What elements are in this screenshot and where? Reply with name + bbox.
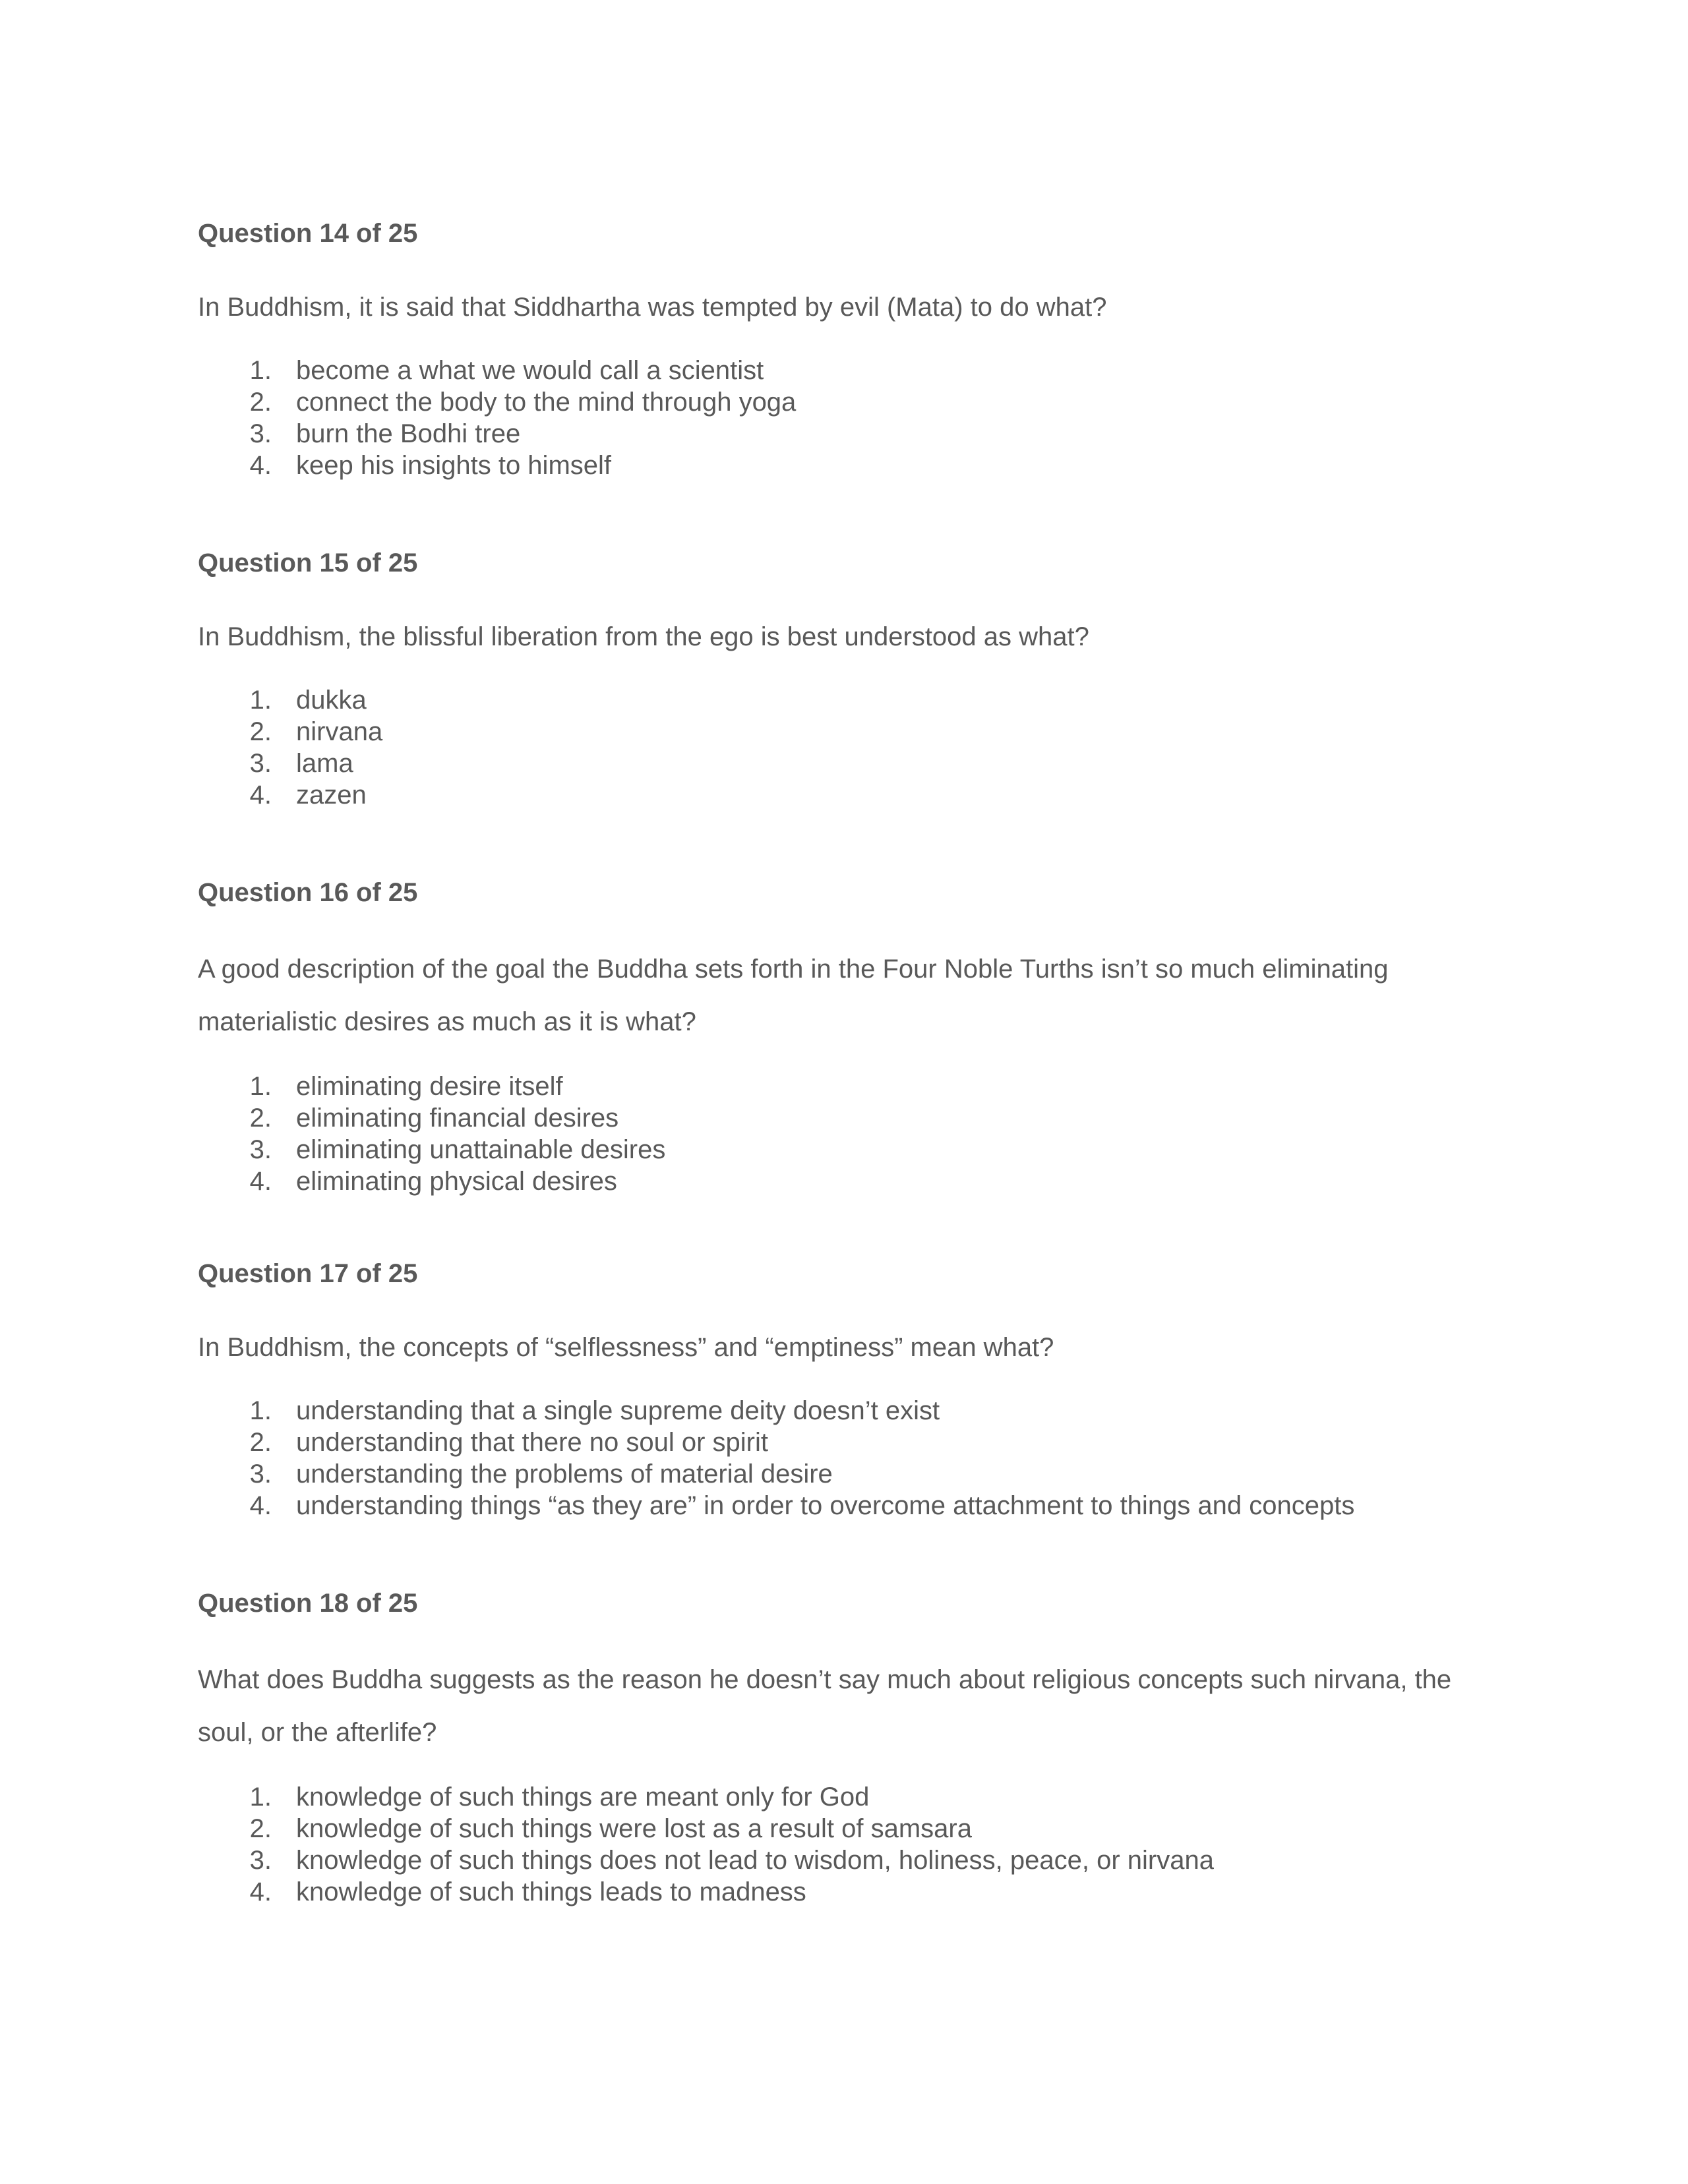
answer-option	[198, 386, 1503, 418]
answer-option	[198, 1845, 1503, 1876]
option-text: knowledge of such things leads to madness	[296, 1877, 806, 1906]
option-number: 2.	[249, 1814, 272, 1843]
answer-option	[198, 1813, 1503, 1845]
option-number: 4.	[249, 1877, 272, 1906]
option-number: 4.	[249, 1491, 272, 1520]
option-text: dukka	[296, 686, 367, 715]
option-text: eliminating desire itself	[296, 1072, 563, 1101]
option-text: knowledge of such things were lost as a result of samsara	[296, 1814, 972, 1843]
answer-option	[198, 779, 1503, 811]
question-text: In Buddhism, the concepts of “selflessness” and “emptiness” mean what?	[198, 1333, 1054, 1362]
question-17	[198, 1258, 1503, 1521]
answer-option	[198, 355, 1503, 386]
option-text: understanding the problems of material desire	[296, 1460, 833, 1489]
question-heading: Question 18 of 25	[198, 1589, 418, 1618]
option-number: 1.	[249, 686, 272, 715]
option-text: burn the Bodhi tree	[296, 419, 521, 448]
option-text: eliminating unattainable desires	[296, 1135, 666, 1164]
question-heading: Question 17 of 25	[198, 1259, 418, 1288]
option-number: 4.	[249, 451, 272, 480]
option-text: knowledge of such things does not lead to wisdom, holiness, peace, or nirvana	[296, 1846, 1214, 1875]
question-text: What does Buddha suggests as the reason he doesn’t say much about religious concepts such nirvana, the soul, or the afterlife?	[198, 1665, 1452, 1747]
option-number: 1.	[249, 1072, 272, 1101]
question-14	[198, 218, 1503, 481]
option-number: 2.	[249, 1428, 272, 1457]
answer-option	[198, 716, 1503, 748]
question-text: In Buddhism, the blissful liberation from the ego is best understood as what?	[198, 622, 1089, 651]
option-text: connect the body to the mind through yoga	[296, 388, 797, 417]
question-16	[198, 877, 1503, 1197]
answer-option	[198, 1876, 1503, 1908]
answer-options	[198, 1395, 1503, 1521]
option-number: 2.	[249, 388, 272, 417]
question-heading: Question 14 of 25	[198, 219, 418, 248]
option-text: nirvana	[296, 717, 383, 746]
answer-option	[198, 1395, 1503, 1427]
option-number: 4.	[249, 781, 272, 810]
question-heading: Question 15 of 25	[198, 548, 418, 577]
option-number: 3.	[249, 419, 272, 448]
answer-options	[198, 684, 1503, 811]
option-number: 1.	[249, 356, 272, 385]
question-text: A good description of the goal the Buddha sets forth in the Four Noble Turths isn’t so much eliminating materialistic desires as much as it is what?	[198, 955, 1389, 1036]
option-text: zazen	[296, 781, 367, 810]
answer-options	[198, 1071, 1503, 1197]
question-text: In Buddhism, it is said that Siddhartha was tempted by evil (Mata) to do what?	[198, 293, 1107, 322]
answer-option	[198, 748, 1503, 779]
question-heading: Question 16 of 25	[198, 878, 418, 907]
option-number: 2.	[249, 717, 272, 746]
option-number: 2.	[249, 1104, 272, 1133]
option-number: 1.	[249, 1783, 272, 1812]
question-18	[198, 1587, 1503, 1908]
option-number: 3.	[249, 749, 272, 778]
option-text: eliminating physical desires	[296, 1167, 617, 1196]
answer-options	[198, 1781, 1503, 1908]
answer-option	[198, 1458, 1503, 1490]
option-number: 4.	[249, 1167, 272, 1196]
option-number: 3.	[249, 1135, 272, 1164]
answer-option	[198, 1071, 1503, 1102]
answer-option	[198, 1102, 1503, 1134]
answer-option	[198, 450, 1503, 481]
answer-option	[198, 1781, 1503, 1813]
option-number: 3.	[249, 1846, 272, 1875]
answer-options	[198, 355, 1503, 481]
option-text: lama	[296, 749, 353, 778]
answer-option	[198, 684, 1503, 716]
question-15	[198, 547, 1503, 811]
option-text: become a what we would call a scientist	[296, 356, 764, 385]
answer-option	[198, 1166, 1503, 1197]
option-text: eliminating financial desires	[296, 1104, 619, 1133]
option-text: knowledge of such things are meant only for God	[296, 1783, 870, 1812]
option-text: keep his insights to himself	[296, 451, 612, 480]
answer-option	[198, 1490, 1503, 1521]
answer-option	[198, 1134, 1503, 1166]
option-text: understanding things “as they are” in order to overcome attachment to things and concepts	[296, 1491, 1355, 1520]
option-text: understanding that a single supreme deity doesn’t exist	[296, 1396, 940, 1425]
option-text: understanding that there no soul or spirit	[296, 1428, 768, 1457]
option-number: 3.	[249, 1460, 272, 1489]
answer-option	[198, 418, 1503, 450]
answer-option	[198, 1427, 1503, 1458]
option-number: 1.	[249, 1396, 272, 1425]
